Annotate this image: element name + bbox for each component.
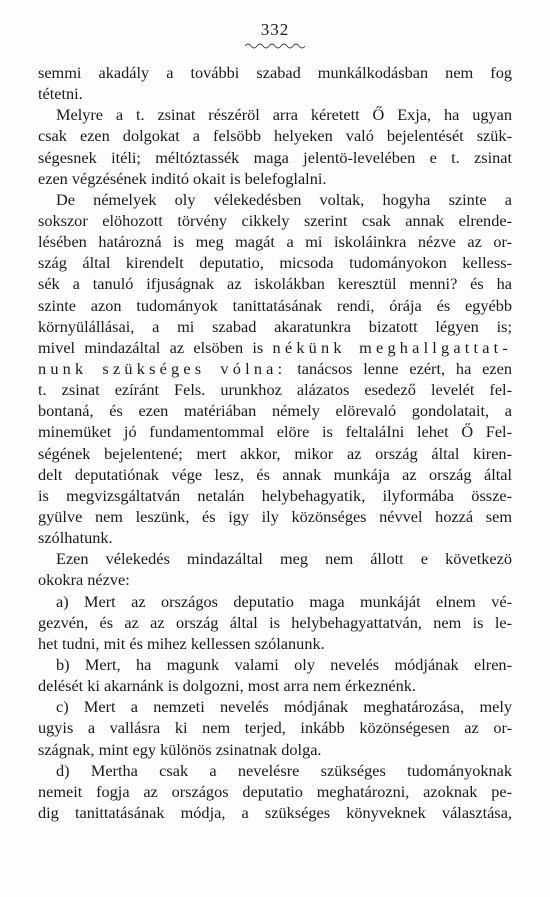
text-line: ségesnek itéli; méltóztassék maga jelentö-levelében e t. zsinat — [38, 147, 512, 167]
text-line: het tudni, mit és mihez kellessen szólanunk. — [38, 633, 325, 653]
text-line: c) Mert a nemzeti nevelés módjának meghatározása, mely — [56, 697, 512, 717]
text-line: csak ezen dolgokat a felsöbb helyeken való bejelentését szük- — [38, 126, 512, 146]
spaced-emphasis: nékünk meghallgattat- — [272, 337, 513, 357]
text-line: Melyre a t. zsinat részéröl arra kéretett Ő Exja, ha ugyan — [56, 105, 512, 125]
text-line: okokra nézve: — [38, 570, 130, 590]
text-line: szinte azon tudományok tanittatásának rendi, órája és egyébb — [38, 295, 512, 315]
text-line: nemeit fogja az országos deputatio meghatározni, azoknak pe- — [38, 781, 512, 801]
text-line: szágnak, mint egy különös zsinatnak dolga. — [38, 739, 322, 759]
page-number: 332 — [260, 20, 290, 39]
text-line: szág által kirendelt deputatio, micsoda tudományokon kelless- — [38, 253, 512, 273]
text-line: b) Mert, ha magunk valami oly nevelés módjának elren- — [56, 654, 512, 674]
text-line: Ezen vélekedés mindazáltal meg nem állott e következö — [56, 549, 512, 569]
ornament-rule — [245, 42, 305, 50]
text-line: ezen végzésének inditó okait is belefoglalni. — [38, 168, 327, 188]
text-line: ugyis a vallásra ki nem terjed, inkább közönségesen az or- — [38, 718, 512, 738]
text-line: a) Mert az országos deputatio maga munkáját elnem vé- — [56, 591, 512, 611]
text-line: környülállásai, a mi szabad akaratunkra bizatott légyen is; — [38, 316, 512, 336]
text-line: tétetni. — [38, 84, 83, 104]
text-line: De némelyek oly vélekedésben voltak, hogyha szinte a — [56, 189, 512, 209]
text-line: ségének bejelentené; mert akkor, mikor az ország által kiren- — [38, 443, 512, 463]
text-line: t. zsinat ezíránt Fels. urunkhoz alázatos esedező levelét fel- — [38, 380, 512, 400]
text-line: bontaná, és ezen matériában némely elörevaló gondolatait, a — [38, 401, 512, 421]
text-line: gezvén, és az az ország által is helybehagyattatván, nem is le- — [38, 612, 512, 632]
text-line: sék a tanuló ifjuságnak az iskolákban keresztül menni? és ha — [38, 274, 512, 294]
text-line: szólhatunk. — [38, 528, 113, 548]
text-line: d) Mertha csak a nevelésre szükséges tudományoknak — [56, 760, 512, 780]
text-line: is megvizsgáltatván netalán helybehagyatik, ilyformába össze- — [38, 485, 512, 505]
text-line: delt deputatiónak vége lesz, és annak munkája az ország által — [38, 464, 512, 484]
text-line: sokszor elöhozott törvény cikkely szerint csak annak elrende- — [38, 210, 512, 230]
text-line: mivel mindazáltal az elsöben is nékünk meghallgattat- — [38, 337, 513, 357]
text-line: dig tanittatásának módja, a szükséges könyveknek választása, — [38, 802, 512, 822]
spaced-emphasis: nunk szükséges vólna: — [38, 358, 287, 378]
text-line: lésében határozná is meg magát a mi iskoláinkra nézve az or- — [38, 232, 512, 252]
text-line: delését ki akarnánk is dolgozni, most arra nem érkeznénk. — [38, 676, 416, 696]
text-line: semmi akadály a további szabad munkálkodásban nem fog — [38, 63, 512, 82]
text-line: nunk szükséges vólna: tanácsos lenne ezért, ha ezen — [38, 358, 512, 378]
body-text — [38, 62, 512, 823]
text-line: gyülve nem leszünk, és igy ily közönséges névvel hozzá sem — [38, 506, 512, 526]
text-line: minemüket jó fundamentommal elöre is feltaláIni lehet Ő Fel- — [38, 422, 512, 442]
